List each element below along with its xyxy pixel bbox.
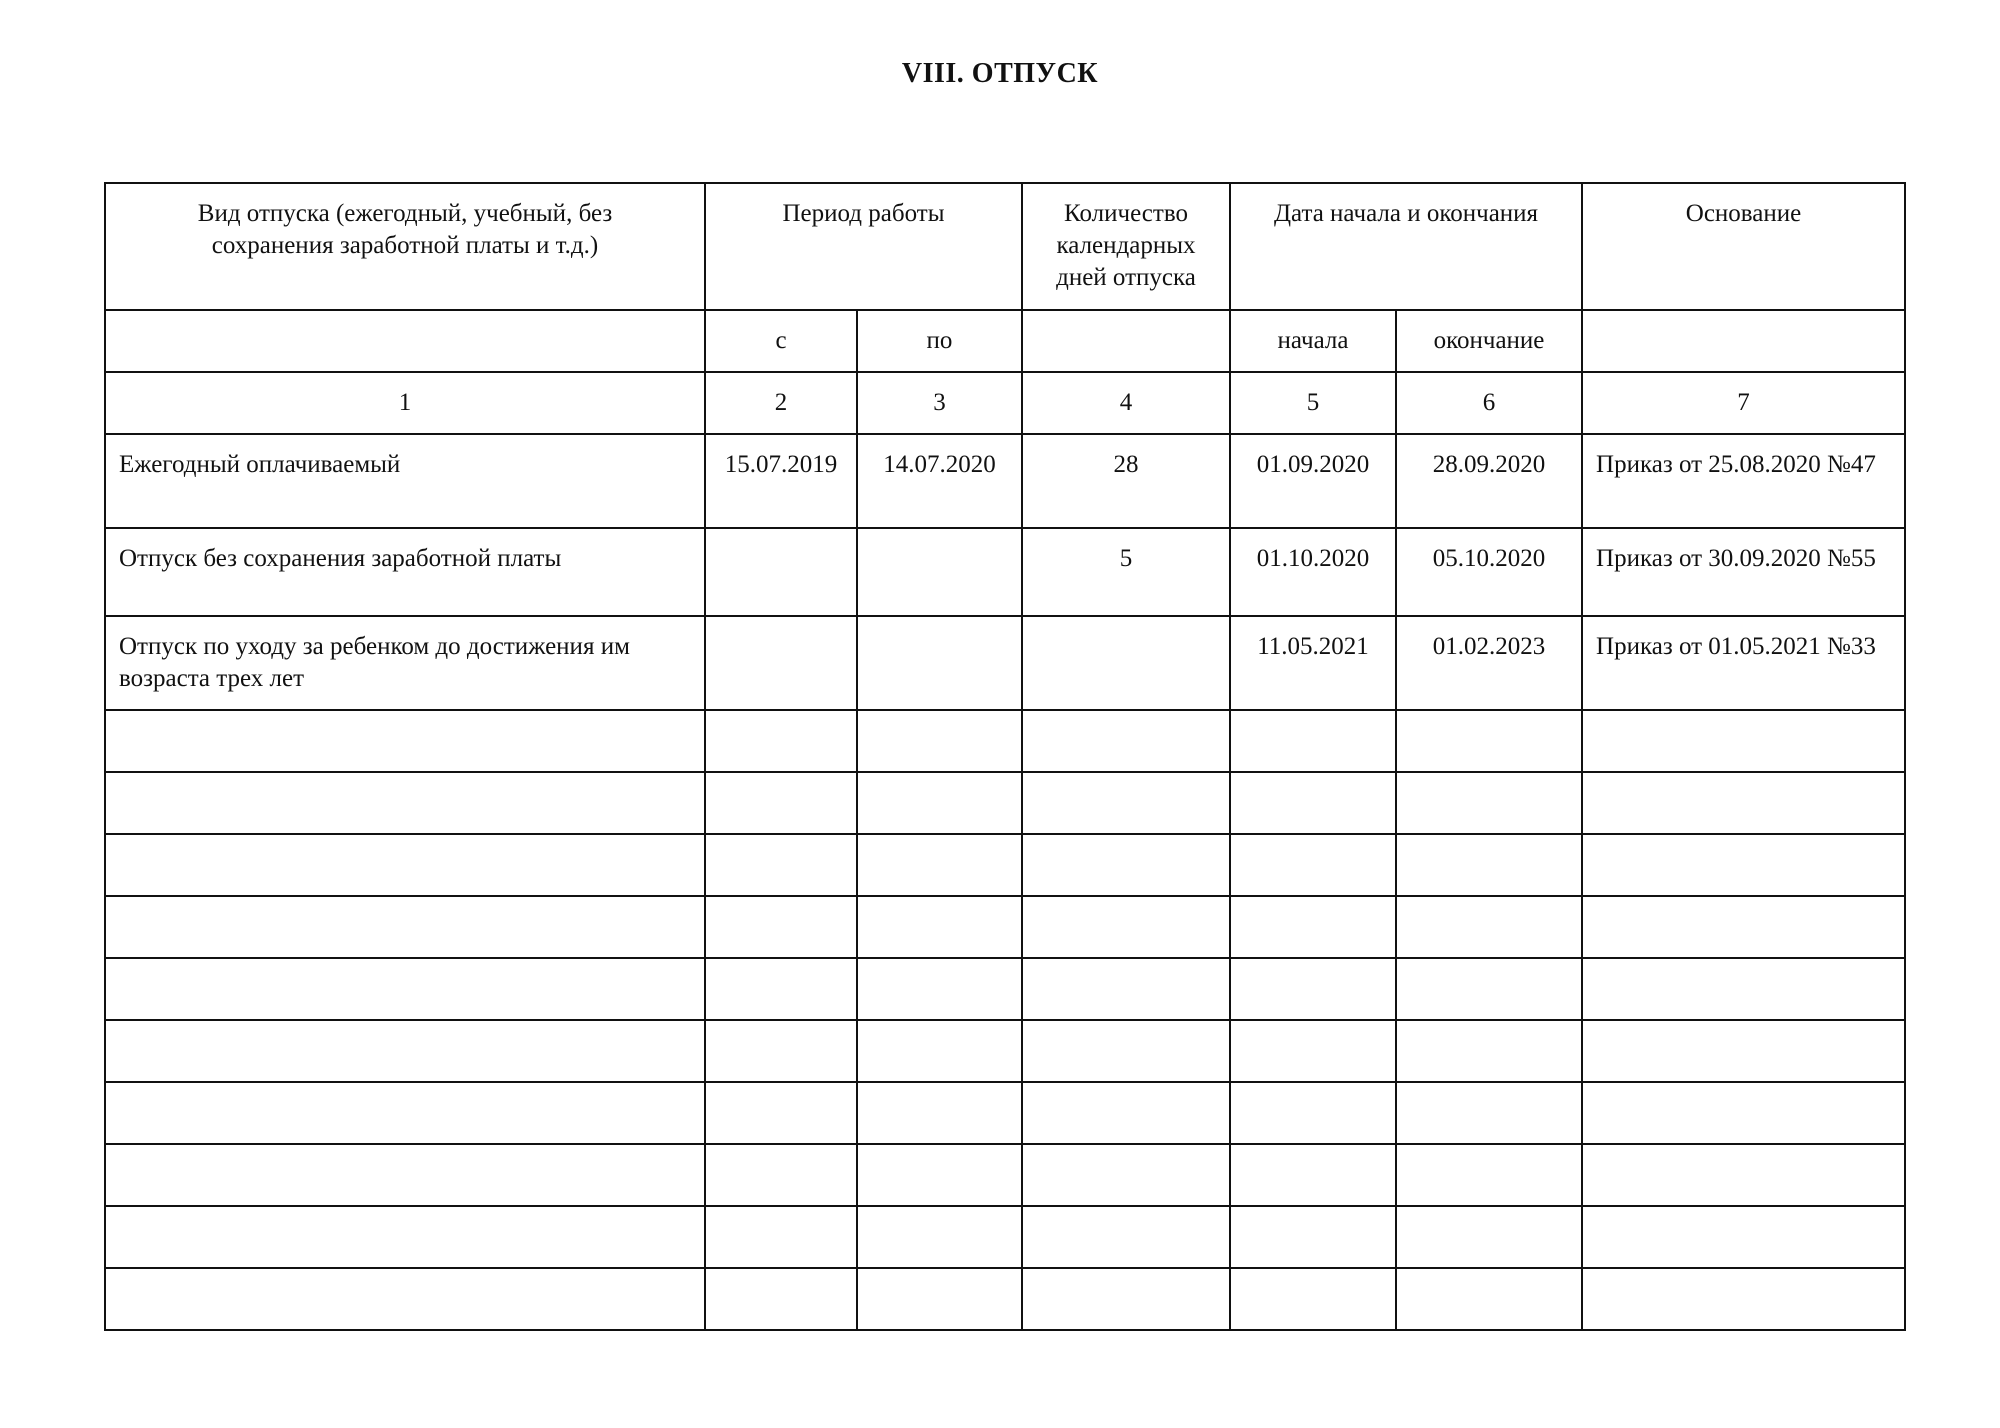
empty-cell <box>1396 958 1582 1020</box>
empty-cell <box>1396 1082 1582 1144</box>
column-number: 3 <box>857 372 1022 434</box>
header-work-period: Период работы <box>705 183 1022 310</box>
empty-cell <box>1582 896 1905 958</box>
empty-cell <box>105 896 705 958</box>
subheader-start: начала <box>1230 310 1396 372</box>
empty-cell <box>1022 1268 1230 1330</box>
cell-period-to <box>857 616 1022 710</box>
empty-cell <box>1396 1268 1582 1330</box>
column-number: 2 <box>705 372 857 434</box>
cell-leave-type: Ежегодный оплачиваемый <box>105 434 705 528</box>
empty-cell <box>1582 1206 1905 1268</box>
cell-period-to: 14.07.2020 <box>857 434 1022 528</box>
column-number: 4 <box>1022 372 1230 434</box>
empty-cell <box>705 710 857 772</box>
column-number-row <box>105 372 1905 434</box>
empty-row <box>105 1020 1905 1082</box>
empty-row <box>105 1144 1905 1206</box>
empty-cell <box>705 1206 857 1268</box>
empty-cell <box>857 834 1022 896</box>
empty-row <box>105 1206 1905 1268</box>
column-number: 6 <box>1396 372 1582 434</box>
empty-cell <box>105 1144 705 1206</box>
cell-basis: Приказ от 30.09.2020 №55 <box>1582 528 1905 616</box>
column-number: 7 <box>1582 372 1905 434</box>
empty-cell <box>1022 1082 1230 1144</box>
header-leave-type: Вид отпуска (ежегодный, учебный, без сохранения заработной платы и т.д.) <box>105 183 705 310</box>
cell-start-date: 01.09.2020 <box>1230 434 1396 528</box>
cell-period-from <box>705 528 857 616</box>
empty-cell <box>105 1082 705 1144</box>
empty-cell <box>1022 710 1230 772</box>
empty-cell <box>1396 896 1582 958</box>
empty-cell <box>105 958 705 1020</box>
subheader-empty <box>1022 310 1230 372</box>
empty-cell <box>1022 1144 1230 1206</box>
cell-leave-type: Отпуск без сохранения заработной платы <box>105 528 705 616</box>
leave-table <box>104 182 1906 1331</box>
column-number: 1 <box>105 372 705 434</box>
empty-cell <box>705 772 857 834</box>
cell-end-date: 01.02.2023 <box>1396 616 1582 710</box>
empty-cell <box>1022 1020 1230 1082</box>
empty-cell <box>1582 834 1905 896</box>
table-subheader-row <box>105 310 1905 372</box>
column-number: 5 <box>1230 372 1396 434</box>
subheader-empty <box>105 310 705 372</box>
cell-basis: Приказ от 01.05.2021 №33 <box>1582 616 1905 710</box>
empty-cell <box>1230 896 1396 958</box>
empty-cell <box>1022 1206 1230 1268</box>
empty-cell <box>1230 1268 1396 1330</box>
empty-cell <box>705 896 857 958</box>
empty-cell <box>1230 1144 1396 1206</box>
cell-leave-type: Отпуск по уходу за ребенком до достижения им возраста трех лет <box>105 616 705 710</box>
empty-cell <box>105 834 705 896</box>
empty-cell <box>1230 1082 1396 1144</box>
cell-days <box>1022 616 1230 710</box>
empty-cell <box>105 1020 705 1082</box>
cell-days: 5 <box>1022 528 1230 616</box>
empty-row <box>105 958 1905 1020</box>
cell-start-date: 01.10.2020 <box>1230 528 1396 616</box>
subheader-empty <box>1582 310 1905 372</box>
table-header-row <box>105 183 1905 310</box>
cell-basis: Приказ от 25.08.2020 №47 <box>1582 434 1905 528</box>
empty-cell <box>1396 772 1582 834</box>
empty-cell <box>1022 958 1230 1020</box>
empty-cell <box>105 1206 705 1268</box>
empty-cell <box>1230 1020 1396 1082</box>
empty-cell <box>1396 1020 1582 1082</box>
empty-cell <box>705 1082 857 1144</box>
empty-cell <box>1230 958 1396 1020</box>
empty-cell <box>1396 834 1582 896</box>
header-basis: Основание <box>1582 183 1905 310</box>
empty-row <box>105 834 1905 896</box>
empty-row <box>105 1268 1905 1330</box>
empty-row <box>105 896 1905 958</box>
cell-period-from <box>705 616 857 710</box>
table-row <box>105 616 1905 710</box>
table-row <box>105 434 1905 528</box>
empty-cell <box>1022 772 1230 834</box>
empty-cell <box>857 710 1022 772</box>
empty-cell <box>1230 772 1396 834</box>
empty-cell <box>705 834 857 896</box>
empty-cell <box>105 772 705 834</box>
empty-cell <box>1582 1268 1905 1330</box>
empty-cell <box>1230 710 1396 772</box>
empty-cell <box>857 958 1022 1020</box>
empty-row <box>105 772 1905 834</box>
empty-cell <box>1022 896 1230 958</box>
header-dates: Дата начала и окончания <box>1230 183 1582 310</box>
empty-cell <box>1230 834 1396 896</box>
empty-cell <box>1582 958 1905 1020</box>
cell-end-date: 05.10.2020 <box>1396 528 1582 616</box>
header-days-count: Количество календарных дней отпуска <box>1022 183 1230 310</box>
empty-cell <box>1396 1206 1582 1268</box>
empty-cell <box>857 896 1022 958</box>
empty-cell <box>857 772 1022 834</box>
cell-period-from: 15.07.2019 <box>705 434 857 528</box>
subheader-to: по <box>857 310 1022 372</box>
empty-cell <box>1582 1020 1905 1082</box>
empty-cell <box>1022 834 1230 896</box>
empty-cell <box>1582 772 1905 834</box>
cell-period-to <box>857 528 1022 616</box>
empty-cell <box>1396 710 1582 772</box>
cell-start-date: 11.05.2021 <box>1230 616 1396 710</box>
empty-cell <box>857 1082 1022 1144</box>
cell-end-date: 28.09.2020 <box>1396 434 1582 528</box>
empty-cell <box>1582 1082 1905 1144</box>
empty-cell <box>1582 710 1905 772</box>
empty-row <box>105 1082 1905 1144</box>
empty-cell <box>857 1144 1022 1206</box>
empty-cell <box>857 1020 1022 1082</box>
empty-cell <box>1230 1206 1396 1268</box>
cell-days: 28 <box>1022 434 1230 528</box>
subheader-end: окончание <box>1396 310 1582 372</box>
empty-cell <box>705 958 857 1020</box>
page-title: VIII. ОТПУСК <box>901 58 1099 89</box>
empty-cell <box>705 1020 857 1082</box>
empty-cell <box>1396 1144 1582 1206</box>
subheader-from: с <box>705 310 857 372</box>
empty-cell <box>705 1268 857 1330</box>
empty-row <box>105 710 1905 772</box>
empty-cell <box>105 710 705 772</box>
empty-cell <box>1582 1144 1905 1206</box>
table-row <box>105 528 1905 616</box>
empty-cell <box>705 1144 857 1206</box>
empty-cell <box>857 1268 1022 1330</box>
empty-cell <box>105 1268 705 1330</box>
empty-cell <box>857 1206 1022 1268</box>
